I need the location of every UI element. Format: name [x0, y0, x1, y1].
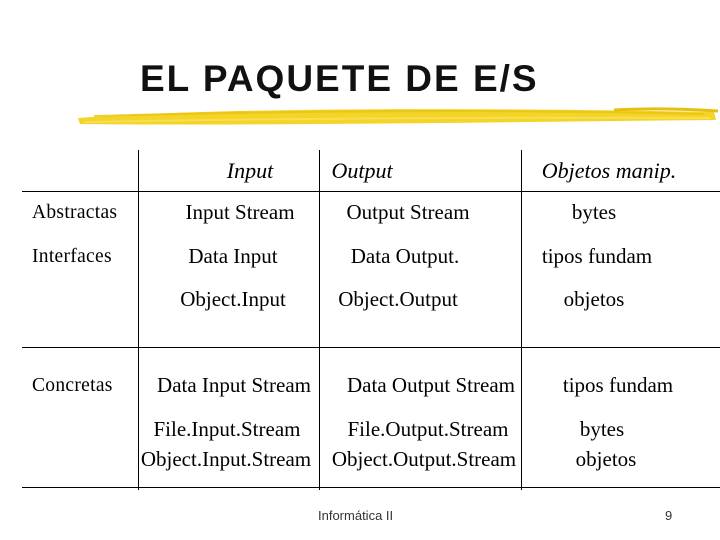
cell-interfaces-objects-1: tipos fundam	[541, 244, 653, 268]
cell-abstractas-objects: bytes	[571, 200, 617, 224]
row-label-concretas: Concretas	[32, 375, 113, 396]
cell-concretas-objects-1: tipos fundam	[562, 373, 674, 397]
table-divider-vertical-2	[319, 150, 320, 490]
cell-interfaces-input-2: Object.Input	[180, 287, 286, 311]
row-label-abstractas: Abstractas	[32, 202, 118, 223]
table-divider-horizontal-middle	[22, 347, 720, 348]
cell-interfaces-input-1: Data Input	[188, 244, 278, 268]
cell-concretas-input-3: Object.Input.Stream	[140, 447, 312, 471]
table-divider-vertical-1	[138, 150, 139, 490]
cell-abstractas-input: Input Stream	[185, 200, 295, 224]
cell-concretas-objects-2: bytes	[579, 417, 625, 441]
cell-concretas-output-3: Object.Output.Stream	[331, 447, 517, 471]
column-header-output: Output	[331, 158, 393, 183]
row-label-interfaces: Interfaces	[32, 246, 112, 267]
cell-concretas-input-1: Data Input Stream	[157, 373, 311, 397]
cell-interfaces-objects-2: objetos	[563, 287, 625, 311]
title-underline-brush	[74, 100, 720, 132]
table-divider-vertical-3	[521, 150, 522, 490]
cell-concretas-output-1: Data Output Stream	[347, 373, 515, 397]
table-divider-horizontal-bottom	[22, 487, 720, 488]
slide-title: EL PAQUETE DE E/S	[140, 58, 539, 99]
footer-page-number: 9	[665, 508, 673, 523]
cell-abstractas-output: Output Stream	[346, 200, 470, 224]
cell-concretas-objects-3: objetos	[575, 447, 637, 471]
footer-course: Informática II	[318, 508, 394, 523]
column-header-objects: Objetos manip.	[541, 158, 677, 183]
cell-concretas-input-2: File.Input.Stream	[153, 417, 301, 441]
cell-interfaces-output-2: Object.Output	[338, 287, 458, 311]
table-divider-horizontal-top	[22, 191, 720, 192]
column-header-input: Input	[226, 158, 274, 183]
cell-concretas-output-2: File.Output.Stream	[347, 417, 509, 441]
cell-interfaces-output-1: Data Output.	[350, 244, 460, 268]
